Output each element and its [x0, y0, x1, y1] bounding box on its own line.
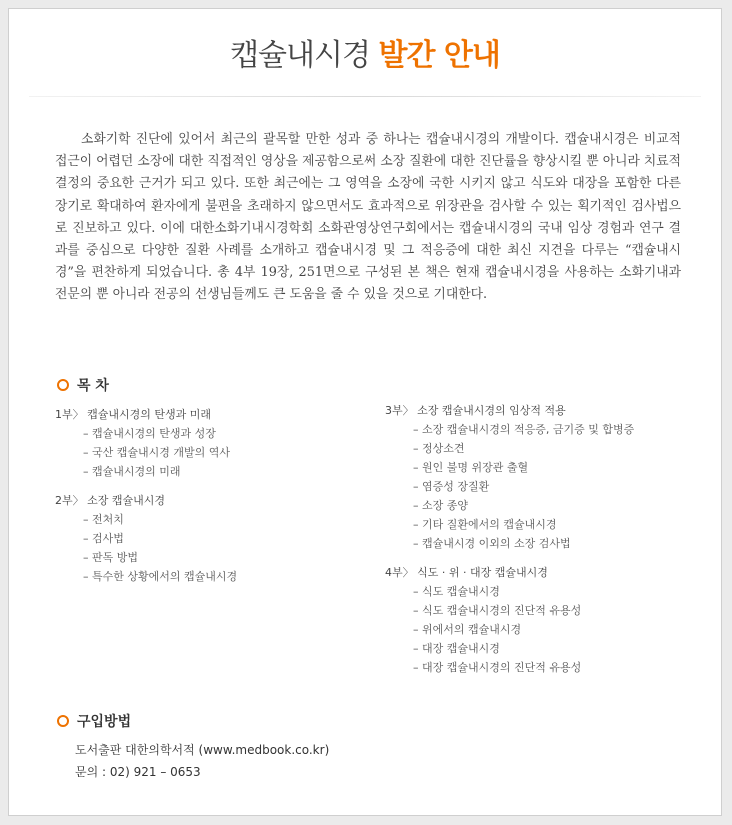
- toc-item: – 캡슐내시경 이외의 소장 검사법: [385, 534, 705, 553]
- title-main: 캡슐내시경: [230, 38, 370, 73]
- title-divider: [29, 96, 701, 97]
- toc-heading: [57, 375, 109, 395]
- toc-part: [385, 401, 705, 553]
- toc-item: – 소장 캡슐내시경의 적응증, 금기증 및 합병증: [385, 420, 705, 439]
- toc-item: – 대장 캡슐내시경의 진단적 유용성: [385, 658, 705, 677]
- content-frame: [8, 8, 722, 816]
- toc-item: – 식도 캡슐내시경의 진단적 유용성: [385, 601, 705, 620]
- publisher-line: 도서출판 대한의학서적 (www.medbook.co.kr): [75, 743, 330, 757]
- toc-item: – 염증성 장질환: [385, 477, 705, 496]
- toc-part: [385, 563, 705, 677]
- circle-bullet-icon: [57, 715, 69, 727]
- toc-part-title: 3부〉 소장 캡슐내시경의 임상적 적용: [385, 404, 566, 417]
- toc-item: – 검사법: [55, 529, 375, 548]
- toc-item: – 대장 캡슐내시경: [385, 639, 705, 658]
- toc-item: – 원인 불명 위장관 출혈: [385, 458, 705, 477]
- toc-heading-label: 목 차: [77, 378, 109, 394]
- toc-item: – 국산 캡슐내시경 개발의 역사: [55, 443, 375, 462]
- toc-item: – 기타 질환에서의 캡슐내시경: [385, 515, 705, 534]
- toc-item: – 정상소견: [385, 439, 705, 458]
- contact-line: 문의 : 02) 921 – 0653: [75, 765, 201, 779]
- title-accent: 발간 안내: [378, 38, 500, 73]
- toc-item: – 캡슐내시경의 미래: [55, 462, 375, 481]
- intro-paragraph: 소화기학 진단에 있어서 최근의 괄목할 만한 성과 중 하나는 캡슐내시경의 개발이다. 캡슐내시경은 비교적 접근이 어렵던 소장에 대한 직접적인 영상을 제공함으로써 소장 질환에 대한 진단률을 향상시킬 뿐 아니라 치료적 결정의 중요한 근거가 되고 있다. 또한 최근에는 그 영역을 소장에 국한 시키지 않고 식도와 대장을 포함한 다른 장기로 확대하여 환자에게 불편을 초래하지 않으면서도 효과적으로 위장관을 검사할 수 있는 획기적인 검사법으로 진보하고 있다. 이에 대한소화기내시경학회 소화관영상연구회에서는 캡슐내시경의 국내 임상 경험과 연구 결과를 중심으로 다양한 질환 사례를 소개하고 캡슐내시경 및 그 적응증에 대한 최신 지견을 다루는 “캡슐내시경”을 편찬하게 되었습니다. 총 4부 19장, 251면으로 구성된 본 책은 현재 캡슐내시경을 사용하는 소화기내과 전문의 뿐 아니라 전공의 선생님들께도 큰 도움을 줄 수 있을 것으로 기대한다.: [55, 132, 681, 303]
- purchase-heading: [57, 711, 131, 731]
- toc-item: – 캡슐내시경의 탄생과 성장: [55, 424, 375, 443]
- toc-part-title: 4부〉 식도 · 위 · 대장 캡슐내시경: [385, 566, 548, 579]
- page-title: [9, 37, 721, 75]
- toc-item: – 식도 캡슐내시경: [385, 582, 705, 601]
- circle-bullet-icon: [57, 379, 69, 391]
- toc-part: [55, 405, 375, 481]
- toc-item: – 위에서의 캡슐내시경: [385, 620, 705, 639]
- toc-left-column: [55, 405, 375, 596]
- toc-part-title: 1부〉 캡슐내시경의 탄생과 미래: [55, 408, 211, 421]
- toc-part-title: 2부〉 소장 캡슐내시경: [55, 494, 165, 507]
- toc-item: – 전처치: [55, 510, 375, 529]
- toc-right-column: [385, 401, 705, 687]
- toc-item: – 판독 방법: [55, 548, 375, 567]
- toc-part: [55, 491, 375, 586]
- purchase-info: [75, 739, 329, 783]
- purchase-heading-label: 구입방법: [77, 714, 132, 730]
- toc-item: – 특수한 상황에서의 캡슐내시경: [55, 567, 375, 586]
- toc-item: – 소장 종양: [385, 496, 705, 515]
